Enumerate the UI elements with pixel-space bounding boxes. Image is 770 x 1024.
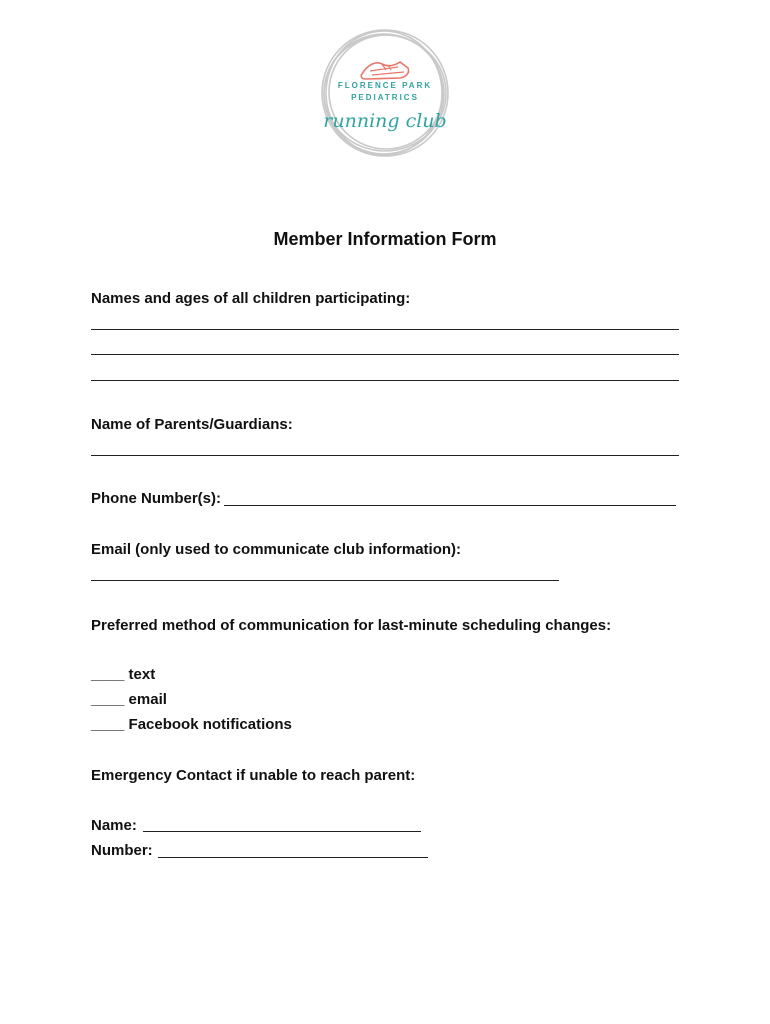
- children-line-2[interactable]: [91, 354, 679, 355]
- option-blank[interactable]: ____: [91, 691, 125, 708]
- children-line-3[interactable]: [91, 380, 679, 381]
- phone-label: Phone Number(s):: [91, 490, 222, 507]
- option-blank[interactable]: ____: [91, 666, 125, 683]
- option-label: email: [128, 691, 167, 708]
- emergency-name-label: Name:: [91, 817, 137, 834]
- email-line[interactable]: [91, 580, 559, 581]
- email-label: Email (only used to communicate club information):: [91, 541, 462, 558]
- running-shoe-icon: [361, 62, 408, 79]
- club-logo: [318, 26, 452, 160]
- option-blank[interactable]: ____: [91, 716, 125, 733]
- form-title: Member Information Form: [273, 229, 497, 249]
- emergency-number-line[interactable]: [158, 857, 428, 858]
- option-email[interactable]: [91, 691, 167, 709]
- emergency-name-line[interactable]: [143, 831, 421, 832]
- emergency-label: Emergency Contact if unable to reach parent:: [91, 767, 416, 784]
- emergency-number-label: Number:: [91, 842, 153, 859]
- preferred-label: Preferred method of communication for last-minute scheduling changes:: [91, 617, 612, 634]
- parents-line[interactable]: [91, 455, 679, 456]
- option-label: Facebook notifications: [128, 716, 292, 733]
- option-label: text: [128, 666, 156, 683]
- children-line-1[interactable]: [91, 329, 679, 330]
- parents-label: Name of Parents/Guardians:: [91, 416, 293, 433]
- logo-line1: FLORENCE PARK: [337, 81, 433, 90]
- option-facebook[interactable]: [91, 716, 292, 734]
- logo-script: running club: [323, 110, 447, 132]
- option-text[interactable]: [91, 666, 155, 684]
- logo-line2: PEDIATRICS: [351, 93, 419, 102]
- children-label: Names and ages of all children participating:: [91, 290, 411, 307]
- phone-line[interactable]: [224, 505, 676, 506]
